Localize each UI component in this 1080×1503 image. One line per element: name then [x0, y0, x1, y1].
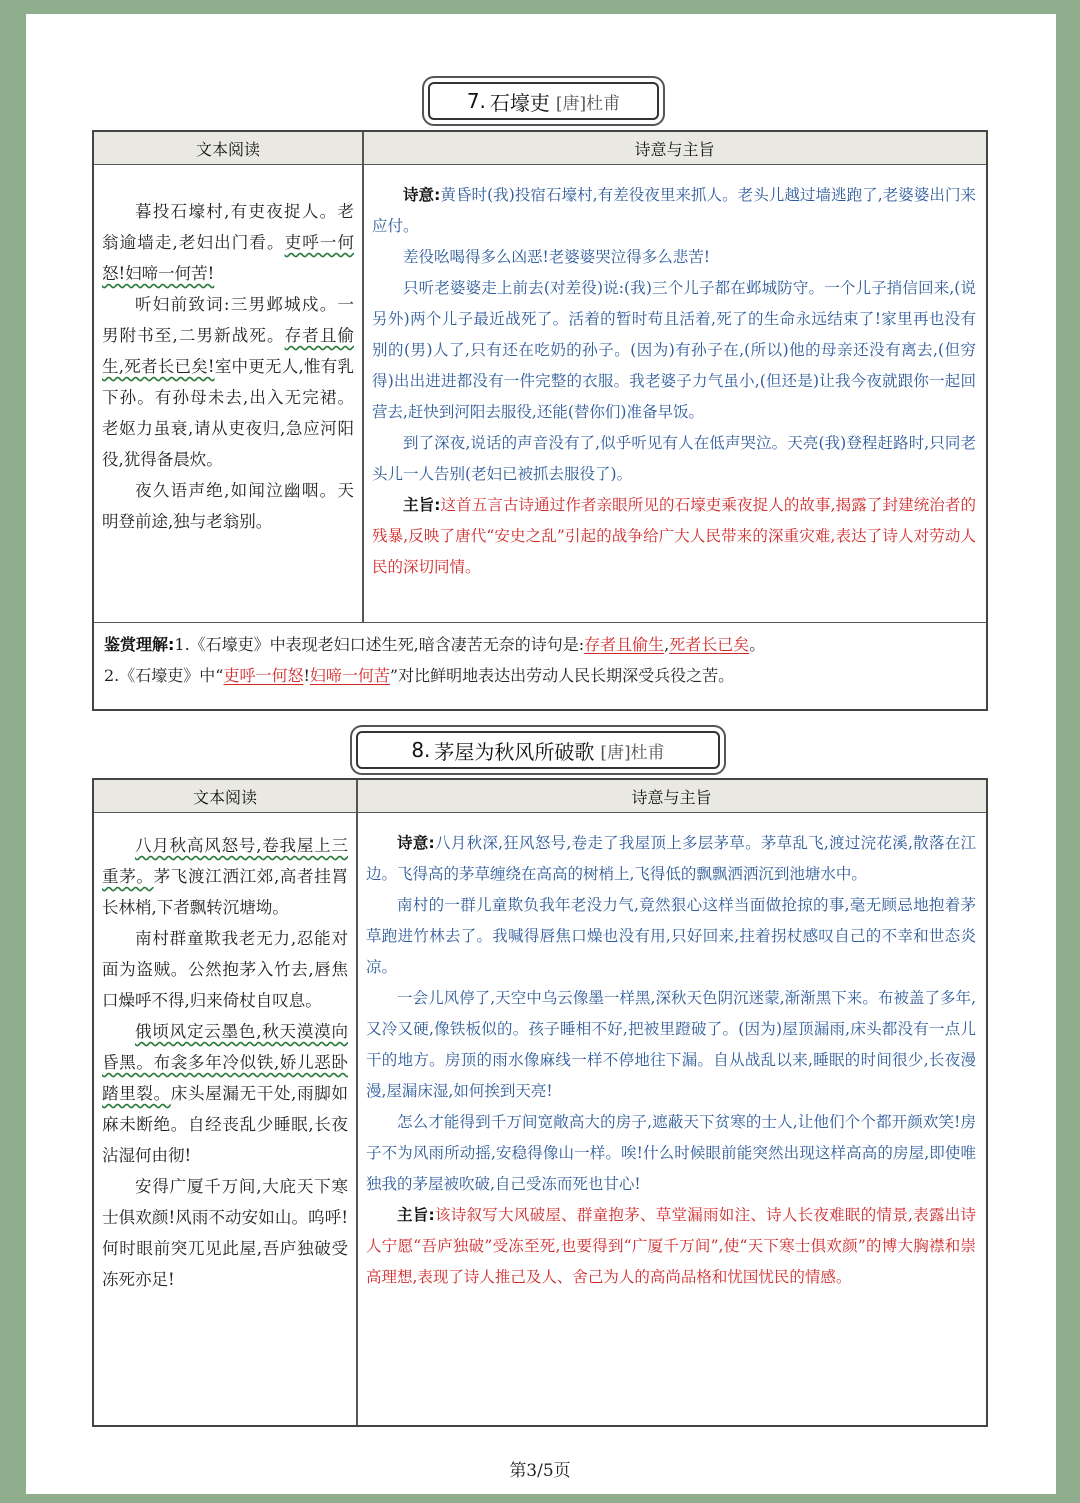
poem7-line: 室中更无人,惟有乳下孙。有孙母未去,出入无完裙。老妪力虽衰,请从吏夜归,急应河阳役,犹得备晨炊。 [102, 357, 354, 469]
poem7-line: 听妇前致词:三男邺城戍。一男附书至,二男新战死。 [102, 295, 354, 345]
poem8-title-box [356, 731, 720, 769]
poem7-theme-text: 这首五言古诗通过作者亲眼所见的石壕吏乘夜捉人的故事,揭露了封建统治者的残暴,反映了唐代“安史之乱”引起的战争给广大人民带来的深重灾难,表达了诗人对劳动人民的深切同情。 [372, 496, 977, 576]
poem7-original-text [102, 196, 354, 537]
page-number: 第3/5页 [509, 1461, 571, 1481]
poem7-line: 暮投石壕村,有吏夜捉人。老翁逾墙走,老妇出门看。 [102, 202, 354, 252]
poem8-column-divider [356, 780, 358, 1425]
poem7-column-divider [362, 132, 364, 623]
poem7-question-1 [104, 629, 976, 660]
poem8-theme [366, 1200, 976, 1293]
poem7-meaning-label: 诗意: [403, 186, 441, 204]
poem8-line: 床头屋漏无干处,雨脚如麻未断绝。自经丧乱少睡眠,长夜沾湿何由彻! [102, 1084, 349, 1165]
poem7-question-2 [104, 660, 976, 691]
poem8-key-line: 八月秋高风怒号,卷我屋上三重茅。 [102, 836, 348, 886]
question-text: ! [303, 666, 310, 685]
poem8-title: 茅屋为秋风所破歌 [434, 739, 595, 764]
poem7-key-line: 存者且偷生,死者长已矣! [102, 326, 354, 376]
poem8-header-left: 文本阅读 [94, 780, 356, 813]
answer-text: 吏呼一何怒 [223, 666, 304, 685]
poem7-meaning-para-3: 只听老婆婆走上前去(对差役)说:(我)三个儿子都在邺城防守。一个儿子捎信回来,(说另外)两个儿子最近战死了。活着的暂时苟且活着,死了的生命永远结束了!家里再也没有别的(男)人了,只有还在吃奶的孙子。(因为)有孙子在,(所以)他的母亲还没有离去,(但穷得)出出进进都没有一件完整的衣服。我老婆子力气虽小,(但还是)让我今夜就跟你一起回营去,赶快到河阳去服役,还能(替你们)准备早饭。 [372, 279, 976, 421]
poem8-meaning-para-4: 怎么才能得到千万间宽敞高大的房子,遮蔽天下贫寒的士人,让他们个个都开颜欢笑!房子不为风雨所动摇,安稳得像山一样。唉!什么时候眼前能突然出现这样高高的房屋,即使唯独我的茅屋被吹破,自己受冻而死也甘心! [366, 1113, 976, 1193]
answer-text: 存者且偷生 [584, 635, 665, 654]
poem8-table [92, 778, 988, 1427]
poem7-table [92, 130, 988, 711]
poem8-meaning-text: 八月秋深,狂风怒号,卷走了我屋顶上多层茅草。茅草乱飞,渡过浣花溪,散落在江边。飞得高的茅草缠绕在高高的树梢上,飞得低的飘飘洒洒沉到池塘水中。 [366, 834, 976, 883]
poem7-theme-label: 主旨: [403, 496, 441, 514]
poem7-appreciation [94, 622, 986, 697]
poem7-key-line: 吏呼一何怒!妇啼一何苦! [102, 233, 354, 283]
answer-text: 死者长已矣 [669, 635, 750, 654]
poem7-meaning-text: 黄昏时(我)投宿石壕村,有差役夜里来抓人。老头儿越过墙逃跑了,老婆婆出门来应付。 [372, 186, 977, 235]
question-text: , [664, 635, 670, 654]
poem8-stanza-2: 南村群童欺我老无力,忍能对面为盗贼。公然抱茅入竹去,唇焦口燥呼不得,归来倚杖自叹息。 [102, 929, 348, 1010]
poem8-theme-label: 主旨: [397, 1206, 435, 1224]
question-text: 2.《石壕吏》中“ [104, 666, 224, 685]
poem7-theme [372, 490, 976, 583]
poem7-stanza-1 [102, 196, 354, 289]
question-text: 。 [749, 635, 766, 654]
poem7-meaning-para-4: 到了深夜,说话的声音没有了,似乎听见有人在低声哭泣。天亮(我)登程赶路时,只同老头儿一人告别(老妇已被抓去服役了)。 [372, 434, 976, 483]
poem8-key-line: 俄顷风定云墨色,秋天漠漠向昏黑。布衾多年冷似铁,娇儿恶卧踏里裂。 [102, 1022, 348, 1103]
poem7-stanza-2 [102, 289, 354, 475]
appreciation-label: 鉴赏理解: [104, 635, 175, 654]
poem8-stanza-3 [102, 1016, 348, 1171]
poem8-stanza-4: 安得广厦千万间,大庇天下寒士俱欢颜!风雨不动安如山。呜呼!何时眼前突兀见此屋,吾庐独破受冻死亦足! [102, 1177, 348, 1289]
poem8-stanza-1 [102, 830, 348, 923]
question-text: ”对比鲜明地表达出劳动人民长期深受兵役之苦。 [389, 666, 735, 685]
poem8-meaning [366, 828, 976, 1293]
poem7-title-box [428, 82, 659, 120]
poem7-header-left: 文本阅读 [94, 132, 362, 165]
poem8-meaning-para-1 [366, 828, 976, 890]
poem7-title: 石壕吏 [489, 90, 550, 115]
poem7-number: 7. [466, 89, 486, 113]
poem7-meaning-para-2: 差役吆喝得多么凶恶!老婆婆哭泣得多么悲苦! [403, 248, 710, 266]
poem7-author-tag: [唐]杜甫 [555, 93, 621, 114]
poem8-header-right: 诗意与主旨 [357, 780, 986, 813]
poem7-meaning-para-1 [372, 180, 976, 242]
poem8-meaning-para-3: 一会儿风停了,天空中乌云像墨一样黑,深秋天色阴沉迷蒙,渐渐黑下来。布被盖了多年,又冷又硬,像铁板似的。孩子睡相不好,把被里蹬破了。(因为)屋顶漏雨,床头都没有一点儿干的地方。房顶的雨水像麻线一样不停地往下漏。自从战乱以来,睡眠的时间很少,长夜漫漫,屋漏床湿,如何挨到天亮! [366, 989, 976, 1100]
poem8-meaning-label: 诗意: [397, 834, 435, 852]
answer-text: 妇啼一何苦 [309, 666, 390, 685]
poem8-theme-text: 该诗叙写大风破屋、群童抱茅、草堂漏雨如注、诗人长夜难眠的情景,表露出诗人宁愿“吾庐独破”受冻至死,也要得到“广厦千万间”,使“天下寒士俱欢颜”的博大胸襟和崇高理想,表现了诗人推己及人、舍己为人的高尚品格和忧国忧民的情感。 [366, 1206, 976, 1286]
poem8-original-text [102, 830, 348, 1295]
poem8-meaning-para-2: 南村的一群儿童欺负我年老没力气,竟然狠心这样当面做抢掠的事,毫无顾忌地抱着茅草跑进竹林去了。我喊得唇焦口燥也没有用,只好回来,拄着拐杖感叹自己的不幸和世态炎凉。 [366, 896, 976, 976]
poem8-number: 8. [411, 738, 431, 762]
poem7-stanza-3: 夜久语声绝,如闻泣幽咽。天明登前途,独与老翁别。 [102, 481, 354, 531]
poem7-header-right: 诗意与主旨 [363, 132, 986, 165]
poem7-meaning [372, 180, 976, 583]
question-text: 1.《石壕吏》中表现老妇口述生死,暗含凄苦无奈的诗句是: [174, 635, 585, 654]
poem8-author-tag: [唐]杜甫 [600, 742, 665, 763]
poem8-line: 茅飞渡江洒江郊,高者挂罥长林梢,下者飘转沉塘坳。 [102, 867, 348, 917]
